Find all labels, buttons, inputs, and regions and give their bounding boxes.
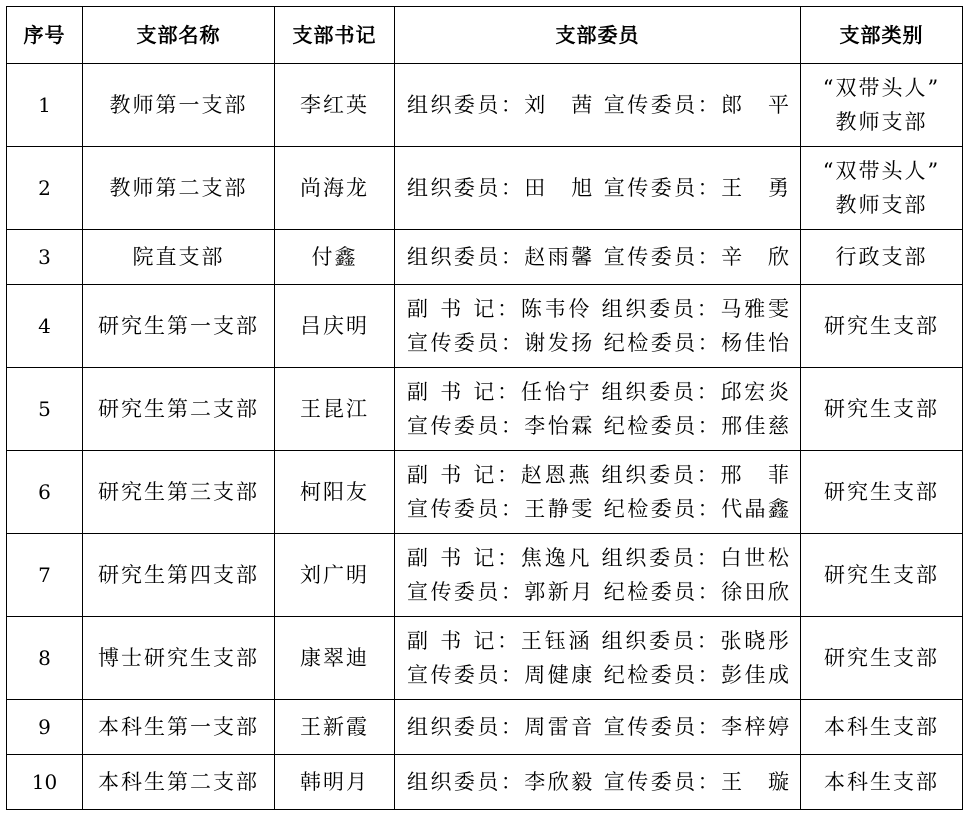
row-index: 6: [7, 451, 83, 534]
branch-secretary: 尚海龙: [275, 147, 395, 230]
row-index: 8: [7, 617, 83, 700]
header-branch-category: 支部类别: [801, 7, 963, 64]
committee-members: [395, 534, 801, 617]
category-line: 本科生支部: [824, 770, 939, 794]
branch-secretary: 付鑫: [275, 230, 395, 285]
category-line: “双带头人”: [822, 76, 941, 100]
table-row: [7, 64, 963, 147]
branch-category: [801, 64, 963, 147]
member-line: 副 书 记：陈韦伶 组织委员：马雅雯: [407, 297, 790, 321]
branch-secretary: 柯阳友: [275, 451, 395, 534]
table-row: [7, 617, 963, 700]
branch-name: 研究生第四支部: [83, 534, 275, 617]
branch-category: [801, 230, 963, 285]
committee-members: [395, 755, 801, 810]
member-line: 宣传委员：王静雯 纪检委员：代晶鑫: [407, 497, 790, 521]
branch-secretary: 吕庆明: [275, 285, 395, 368]
row-index: 3: [7, 230, 83, 285]
branch-name: 院直支部: [83, 230, 275, 285]
row-index: 4: [7, 285, 83, 368]
committee-members: [395, 64, 801, 147]
table-body: [7, 64, 963, 810]
row-index: 1: [7, 64, 83, 147]
row-index: 5: [7, 368, 83, 451]
branch-name: 研究生第三支部: [83, 451, 275, 534]
branch-secretary: 康翠迪: [275, 617, 395, 700]
branch-name: 本科生第一支部: [83, 700, 275, 755]
header-row: [7, 7, 963, 64]
category-line: 教师支部: [835, 110, 928, 134]
category-line: 行政支部: [835, 245, 928, 269]
table-row: [7, 451, 963, 534]
committee-members: [395, 230, 801, 285]
category-line: 研究生支部: [824, 314, 939, 338]
member-line: 宣传委员：李怡霖 纪检委员：邢佳慈: [407, 414, 790, 438]
category-line: 研究生支部: [824, 397, 939, 421]
branch-secretary: 刘广明: [275, 534, 395, 617]
branch-category: [801, 755, 963, 810]
member-line: 副 书 记：王钰涵 组织委员：张晓彤: [407, 629, 790, 653]
committee-members: [395, 700, 801, 755]
category-line: 研究生支部: [824, 646, 939, 670]
header-committee-members: 支部委员: [395, 7, 801, 64]
category-line: 研究生支部: [824, 480, 939, 504]
table-row: [7, 368, 963, 451]
committee-members: [395, 451, 801, 534]
committee-members: [395, 368, 801, 451]
table-row: [7, 534, 963, 617]
table-row: [7, 285, 963, 368]
table-row: [7, 755, 963, 810]
table-row: [7, 700, 963, 755]
branch-category: [801, 368, 963, 451]
member-line: 组织委员：田 旭 宣传委员：王 勇: [407, 176, 790, 200]
header-index: 序号: [7, 7, 83, 64]
table-row: [7, 230, 963, 285]
row-index: 10: [7, 755, 83, 810]
branch-name: 研究生第二支部: [83, 368, 275, 451]
category-line: 本科生支部: [824, 715, 939, 739]
committee-members: [395, 285, 801, 368]
branch-committee-table: [6, 6, 963, 810]
member-line: 副 书 记：任怡宁 组织委员：邱宏炎: [407, 380, 790, 404]
branch-secretary: 王昆江: [275, 368, 395, 451]
branch-category: [801, 451, 963, 534]
row-index: 2: [7, 147, 83, 230]
branch-category: [801, 534, 963, 617]
row-index: 7: [7, 534, 83, 617]
header-branch-name: 支部名称: [83, 7, 275, 64]
branch-category: [801, 147, 963, 230]
committee-members: [395, 617, 801, 700]
category-line: 研究生支部: [824, 563, 939, 587]
header-secretary: 支部书记: [275, 7, 395, 64]
branch-category: [801, 285, 963, 368]
branch-secretary: 王新霞: [275, 700, 395, 755]
row-index: 9: [7, 700, 83, 755]
branch-category: [801, 617, 963, 700]
branch-name: 博士研究生支部: [83, 617, 275, 700]
branch-name: 教师第一支部: [83, 64, 275, 147]
branch-category: [801, 700, 963, 755]
member-line: 副 书 记：赵恩燕 组织委员：邢 菲: [407, 463, 790, 487]
table-row: [7, 147, 963, 230]
member-line: 组织委员：刘 茜 宣传委员：郎 平: [407, 93, 790, 117]
branch-name: 本科生第二支部: [83, 755, 275, 810]
member-line: 副 书 记：焦逸凡 组织委员：白世松: [407, 546, 790, 570]
category-line: “双带头人”: [822, 159, 941, 183]
member-line: 宣传委员：郭新月 纪检委员：徐田欣: [407, 580, 790, 604]
category-line: 教师支部: [835, 193, 928, 217]
member-line: 组织委员：周雷音 宣传委员：李梓婷: [407, 715, 790, 739]
branch-name: 研究生第一支部: [83, 285, 275, 368]
member-line: 组织委员：李欣毅 宣传委员：王 璇: [407, 770, 790, 794]
committee-members: [395, 147, 801, 230]
member-line: 宣传委员：周健康 纪检委员：彭佳成: [407, 663, 790, 687]
branch-secretary: 韩明月: [275, 755, 395, 810]
member-line: 组织委员：赵雨馨 宣传委员：辛 欣: [407, 245, 790, 269]
branch-secretary: 李红英: [275, 64, 395, 147]
branch-name: 教师第二支部: [83, 147, 275, 230]
member-line: 宣传委员：谢发扬 纪检委员：杨佳怡: [407, 331, 790, 355]
